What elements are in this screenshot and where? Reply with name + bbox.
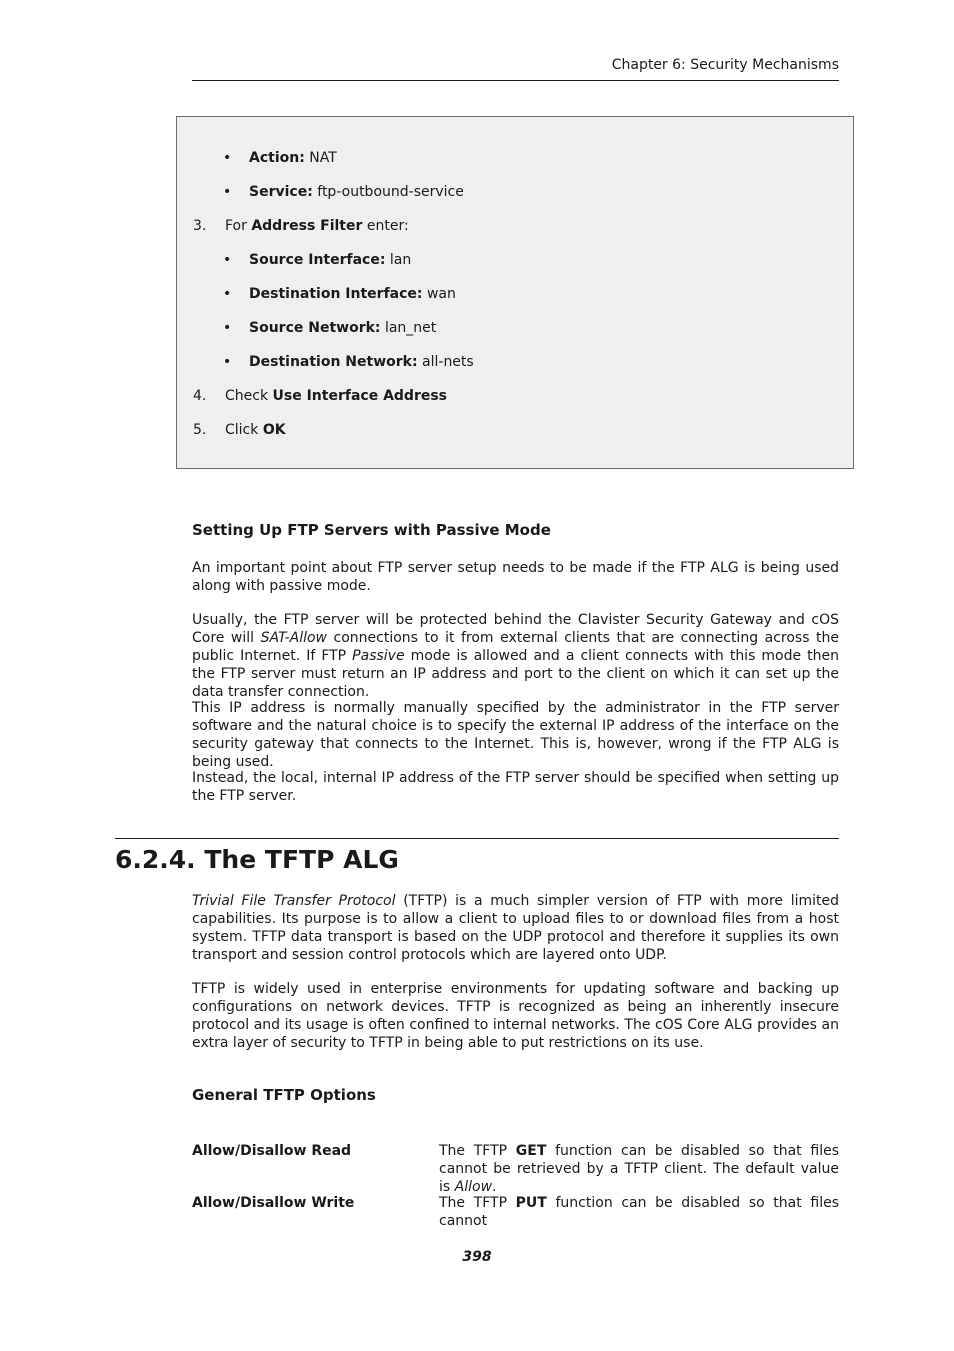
- example-steps-box: • Action: NAT • Service: ftp-outbound-service 3. For Address Filter enter: • Source Interface: lan • Destination Interface: wan • Source Network: lan_net • Destination Network: all-nets 4. Check Use Interface Address 5. Click OK: [176, 116, 854, 469]
- header-rule: [192, 80, 839, 81]
- passive-paragraph-3: This IP address is normally manually specified by the administrator in the FTP server software and the natural choice is to specify the external IP address of the interface on the security gateway that connects to the Internet. This is, however, wrong if the FTP ALG is being used.: [192, 700, 839, 770]
- option-read-description: The TFTP GET function can be disabled so that files cannot be retrieved by a TFTP client. The default value is Allow.: [439, 1143, 839, 1195]
- passive-paragraph-2: Usually, the FTP server will be protected behind the Clavister Security Gateway and cOS Core will SAT-Allow connections to it from external clients that are connecting across the public Internet. If FTP Passive mode is allowed and a client connects with this mode then the FTP server must return an IP address and port to the client on which it can set up the data transfer connection.: [192, 612, 839, 700]
- chapter-header: Chapter 6: Security Mechanisms: [611, 57, 839, 73]
- tftp-options-heading: General TFTP Options: [192, 1086, 376, 1104]
- passive-paragraph-4: Instead, the local, internal IP address of the FTP server should be specified when setting up the FTP server.: [192, 770, 839, 804]
- option-write-description: The TFTP PUT function can be disabled so that files cannot: [439, 1195, 839, 1229]
- passive-paragraph-1: An important point about FTP server setup needs to be made if the FTP ALG is being used along with passive mode.: [192, 560, 839, 594]
- tftp-paragraph-2: TFTP is widely used in enterprise environments for updating software and backing up configurations on network devices. TFTP is recognized as being an inherently insecure protocol and its usage is often confined to internal networks. The cOS Core ALG provides an extra layer of security to TFTP in being able to put restrictions on its use.: [192, 981, 839, 1051]
- page-number: 398: [462, 1249, 492, 1265]
- option-read-name: Allow/Disallow Read: [192, 1143, 352, 1159]
- tftp-section-heading: 6.2.4. The TFTP ALG: [115, 845, 399, 874]
- tftp-paragraph-1: Trivial File Transfer Protocol (TFTP) is a much simpler version of FTP with more limited capabilities. Its purpose is to allow a client to upload files to or download files from a host system. TFTP data transport is based on the UDP protocol and therefore it supplies its own transport and session control protocols which are layered onto UDP.: [192, 893, 839, 963]
- passive-mode-heading: Setting Up FTP Servers with Passive Mode: [192, 521, 551, 539]
- option-write-name: Allow/Disallow Write: [192, 1195, 355, 1211]
- section-rule: [115, 838, 839, 839]
